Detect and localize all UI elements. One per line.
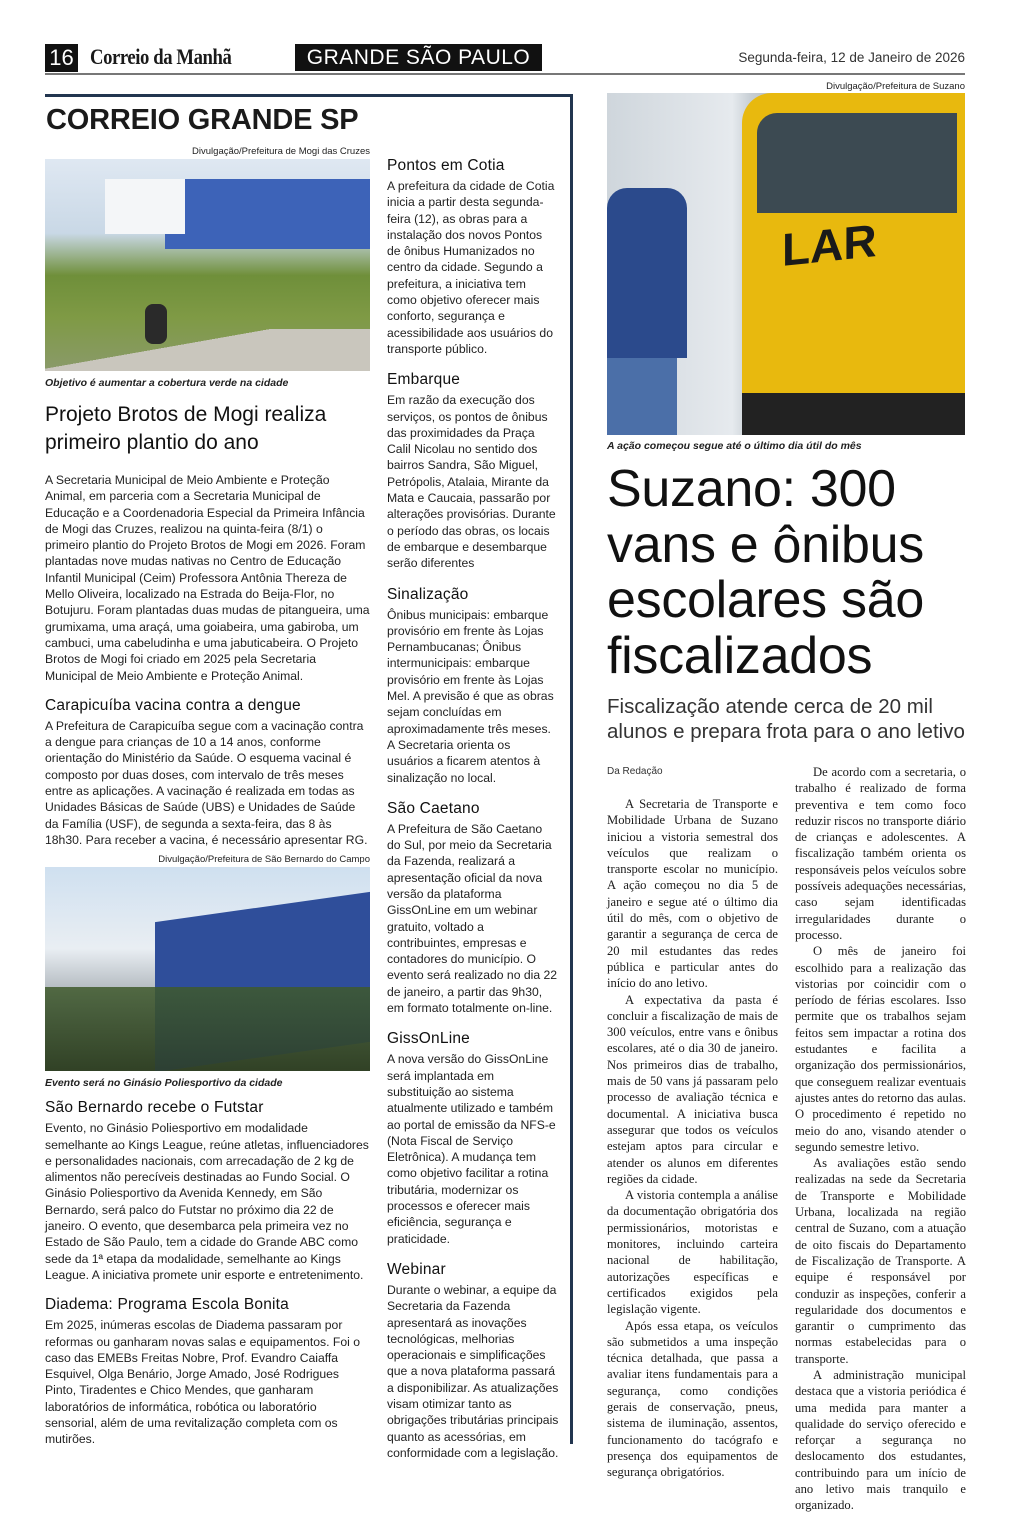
article-heading: Webinar [387, 1260, 446, 1278]
article-heading: GissOnLine [387, 1030, 470, 1048]
article-body: A nova versão do GissOnLine será implantada em substituição ao sistema atualmente utilizado e também ao portal de emissão da NFS-e (Nota Fiscal de Serviço Eletrônica). A mudança tem como objetivo facilitar a rotina tributária, modernizar os processos e oferecer mais eficiência, segurança e praticidade. [387, 1052, 556, 1246]
story-paragraph: O mês de janeiro foi escolhido para a realização das vistorias por coincidir com o período de férias escolares. Isso permite que os trabalhos sejam feitos sem impactar a rotina dos estudantes e facilita a organização dos permissionários, que conseguem realizar eventuais ajustes antes do retorno das aulas. O procedimento é repetido no meio do ano, visando atender o segundo semestre letivo. [795, 944, 966, 1154]
masthead-logo: Correio da Manhã [90, 44, 232, 69]
article-heading: Pontos em Cotia [387, 157, 505, 174]
building-shape [105, 179, 185, 234]
article-body: A Secretaria Municipal de Meio Ambiente e Proteção Animal, em parceria com a Secretaria Municipal de Educação e a Coordenadoria Especial da Primeira Infância de Mogi das Cruzes, realizou na quinta-feira (8/1) o primeiro plantio do Projeto Brotos de Mogi em 2026. Foram plantadas nove mudas nativas no Centro de Educação Infantil Municipal (Ceim) Professora Antônia Thereza de Mello Oliveira, localizado na Estrada do Beija-Flor, no Botujuru. Foram plantadas duas mudas de pitangueira, uma grumixama, uma araçá, uma goiabeira, uma gabiroba, um cambuci, uma cabeludinha e uma jabuticabeira. O Projeto Brotos de Mogi foi criado em 2025 pela Secretaria Municipal de Meio Ambiente e Proteção Animal. [45, 473, 370, 683]
article-headline: Projeto Brotos de Mogi realiza primeiro plantio do ano [45, 403, 327, 454]
article-heading: São Caetano [387, 799, 480, 817]
photo-gymnasium [45, 867, 370, 1071]
photo-caption: A ação começou segue até o último dia útil do mês [607, 440, 862, 452]
van-window-shape [757, 113, 957, 213]
header-rule [45, 73, 965, 75]
photo-tree-planting [45, 159, 370, 371]
section-frame-top [45, 94, 573, 97]
article-body: A Prefeitura de São Caetano do Sul, por meio da Secretaria da Fazenda, realizará a apresentação oficial da nova versão da plataforma GissOnLine em um webinar gratuito, voltado a contribuintes, empresas e contadores do município. O evento será realizado no dia 22 de janeiro, a partir das 9h30, em formato totalmente on-line. [387, 821, 558, 1016]
page-number: 16 [45, 44, 78, 72]
left-column [45, 146, 370, 1448]
story-paragraph: Após essa etapa, os veículos são submetidos a uma inspeção técnica detalhada, que passa a avaliar itens fundamentais para a segurança, como condições gerais de conservação, pneus, sistema de iluminação, assentos, funcionamento do tacógrafo e presença dos equipamentos de segurança obrigatórios. [607, 1318, 778, 1480]
van-bumper-shape [742, 393, 965, 435]
building-shape [165, 179, 370, 249]
article-heading: Diadema: Programa Escola Bonita [45, 1296, 289, 1314]
article-body: Em razão da execução dos serviços, os pontos de ônibus das proximidades da Praça Calil Nicolau no sentido dos bairros Sandra, São Miguel, Petrópolis, Atalaia, Mirante da Mata e Caucaia, passarão por alterações provisórias. Durante o período das obras, os locais de embarque e desembarque serão diferentes [387, 393, 556, 571]
article-body: Durante o webinar, a equipe da Secretaria da Fazenda apresentará as inovações tecnológicas, melhorias operacionais e simplificações que a nova plataforma passará a disponibilizar. As atualizações visam otimizar tanto as obrigações tributárias principais quanto as acessórias, em conformidade com a legislação. [387, 1282, 559, 1460]
article-body: Em 2025, inúmeras escolas de Diadema passaram por reformas ou ganharam novas salas e equipamentos. Foi o caso das EMEBs Freitas Nobre, Prof. Evandro Caiaffa Esquivel, Olga Benário, Jorge Amado, José Rodrigues Pinto, Tiradentes e Chico Mendes, que ganharam laboratórios de informática, robótica ou laboratório sensorial, além de uma revitalização completa com os mutirões. [45, 1318, 361, 1447]
story-column-2 [795, 764, 966, 1514]
section-title: GRANDE SÃO PAULO [295, 44, 542, 71]
photo-credit: Divulgação/Prefeitura de Mogi das Cruzes [192, 146, 370, 157]
photo-credit: Divulgação/Prefeitura de Suzano [826, 81, 965, 92]
issue-date: Segunda-feira, 12 de Janeiro de 2026 [738, 50, 965, 65]
van-lettering: LAR [782, 214, 877, 276]
photo-credit: Divulgação/Prefeitura de São Bernardo do Campo [158, 854, 370, 866]
photo-school-van [607, 93, 965, 435]
article-heading: Sinalização [387, 585, 469, 603]
story-paragraph: A vistoria contempla a análise da documentação obrigatória dos permissionários, motoristas e monitores, incluindo carteira nacional de habilitação, autorizações específicas e certificados exigidos pela legislação vigente. [607, 1188, 778, 1317]
inspector-legs-shape [607, 358, 677, 435]
story-paragraph: A expectativa da pasta é concluir a fiscalização de mais de 300 veículos, entre vans e ônibus escolares, até o dia 30 de janeiro. Nos primeiros dias de trabalho, mais de 50 vans já passaram pelo processo de avaliação técnica e documental. A iniciativa busca assegurar que todos os veículos estejam aptos para circular e atender os alunos em diferentes regiões da cidade. [607, 992, 778, 1186]
story-paragraph: De acordo com a secretaria, o trabalho é realizado de forma preventiva e tem como foco reduzir riscos no transporte diário de crianças e adolescentes. A fiscalização também orienta os responsáveis pelos veículos sobre possíveis adequações necessárias, caso sejam identificadas irregularidades durante o processo. [795, 765, 966, 942]
article-heading: Carapicuíba vacina contra a dengue [45, 696, 301, 714]
photo-caption: Objetivo é aumentar a cobertura verde na cidade [45, 377, 289, 389]
story-paragraph: As avaliações estão sendo realizadas na sede da Secretaria de Transporte e Mobilidade Urbana, localizada na região central de Suzano, com a atuação de oito fiscais do Departamento de Fiscalização de Transporte. A equipe é responsável por conduzir as inspeções, conferir a regularidade dos documentos e garantir o cumprimento das normas estabelecidas para o transporte. [795, 1156, 966, 1366]
palm-trees-shape [45, 987, 370, 1071]
photo-caption: Evento será no Ginásio Poliesportivo da cidade [45, 1077, 283, 1090]
section-frame-right [570, 94, 573, 1444]
article-heading: Embarque [387, 371, 461, 389]
story-paragraph: A administração municipal destaca que a vistoria periódica é uma medida para manter a qualidade do serviço oferecido e reforçar a segurança no deslocamento dos estudantes, contribuindo para um início de ano letivo mais tranquilo e organizado. [795, 1367, 966, 1513]
article-heading: São Bernardo recebe o Futstar [45, 1099, 264, 1117]
article-body: Ônibus municipais: embarque provisório em frente às Lojas Pernambucanas; Ônibus intermunicipais: embarque provisório em frente às Lojas Mel. A previsão é que as obras sejam concluídas em aproximadamente três meses. A Secretaria orienta os usuários a ficarem atentos à sinalização no local. [387, 607, 554, 785]
story-column-1 [607, 796, 778, 1480]
main-headline: Suzano: 300 vans e ônibus escolares são fiscalizados [607, 460, 924, 685]
inspector-shape [607, 188, 687, 358]
article-body: Evento, no Ginásio Poliesportivo em modalidade semelhante ao Kings League, reúne atletas, influenciadores e personalidades nacionais, com arrecadação de 2 kg de alimentos não perecíveis destinadas ao Fundo Social. O Ginásio Poliesportivo da Avenida Kennedy, em São Bernardo, será palco do Futstar no próximo dia 22 de janeiro. O evento, que desembarca pela primeira vez no Estado de São Paulo, tem a cidade do Grande ABC como sede da 1ª etapa da modalidade, semelhante ao Kings League. A iniciativa promete unir esporte e entretenimento. [45, 1121, 369, 1282]
story-paragraph: A Secretaria de Transporte e Mobilidade Urbana de Suzano iniciou a vistoria semestral dos veículos que realizam o transporte escolar no município. A ação começou no dia 5 de janeiro e segue até o último dia útil do mês, com o objetivo de garantir a segurança de cerca de 20 mil estudantes das redes pública e particular antes do início do ano letivo. [607, 797, 778, 991]
byline: Da Redação [607, 766, 663, 777]
main-subhead: Fiscalização atende cerca de 20 mil alunos e prepara frota para o ano letivo [607, 695, 965, 743]
section-heading: CORREIO GRANDE SP [46, 104, 359, 136]
middle-column [387, 156, 559, 1461]
article-body: A Prefeitura de Carapicuíba segue com a vacinação contra a dengue para crianças de 10 a 14 anos, conforme orientação do Ministério da Saúde. O esquema vacinal é composto por duas doses, com intervalo de três meses entre as aplicações. A vacinação é realizada em todas as Unidades Básicas de Saúde (UBS) e Unidades de Saúde da Família (USF), de segunda a sexta-feira, das 8 às 18h30. Para receber a vacina, é necessário apresentar RG. [45, 718, 368, 847]
article-body: A prefeitura da cidade de Cotia inicia a partir desta segunda-feira (12), as obras para a instalação dos novos Pontos de ônibus Humanizados no centro da cidade. Segundo a prefeitura, a iniciativa tem como objetivo oferecer mais conforto, segurança e acessibilidade aos usuários do transporte público. [387, 179, 555, 356]
path-shape [45, 329, 370, 371]
